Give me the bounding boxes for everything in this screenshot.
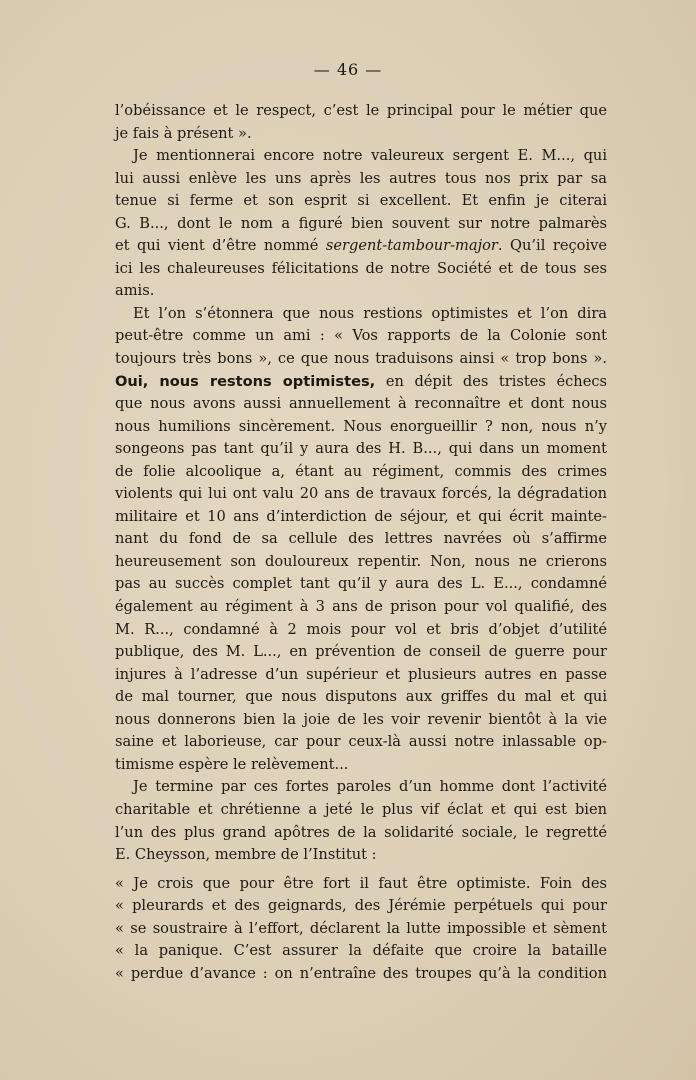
text-segment: amis.: [115, 282, 155, 300]
text-segment: tenue si ferme et son esprit si excellent. Et enfin je citerai: [115, 192, 607, 210]
text-line: [115, 258, 607, 281]
text-segment: songeons pas tant qu’il y aura des H. B..., qui dans un moment: [115, 440, 607, 458]
text-segment: « se soustraire à l’effort, déclarent la lutte impossible et sèment: [115, 919, 607, 937]
italic-text: sergent-tambour-major: [325, 237, 498, 255]
text-line: [115, 438, 607, 461]
text-segment: « la panique. C’est assurer la défaite que croire la bataille: [115, 942, 607, 960]
text-segment: que nous avons aussi annuellement à reconnaître et dont nous: [115, 395, 607, 413]
text-line: [115, 776, 607, 799]
text-line: [115, 506, 607, 529]
text-line: [115, 895, 607, 918]
text-segment: « Je crois que pour être fort il faut être optimiste. Foin des: [115, 874, 607, 892]
text-line: [115, 573, 607, 596]
text-segment: en dépit des tristes échecs: [375, 372, 608, 390]
text-segment: nous humilions sincèrement. Nous enorgueillir ? non, nous n’y: [115, 417, 607, 435]
text-segment: toujours très bons », ce que nous traduisons ainsi « trop bons ».: [115, 350, 607, 368]
text-segment: pas au succès complet tant qu’il y aura des L. E..., condamné: [115, 575, 607, 593]
text-segment: et qui vient d’être nommé: [115, 237, 326, 255]
text-segment: . Qu’il reçoive: [497, 237, 608, 255]
text-segment: l’obéissance et le respect, c’est le principal pour le métier que: [115, 102, 607, 119]
text-segment: charitable et chrétienne a jeté le plus vif éclat et qui est bien: [115, 800, 607, 818]
text-line: [115, 754, 607, 777]
text-line: [115, 686, 607, 709]
text-line: [115, 280, 607, 303]
text-segment: timisme espère le relèvement...: [115, 755, 349, 773]
text-line: [115, 963, 607, 986]
text-line: [115, 940, 607, 963]
text-segment: de mal tourner, que nous disputons aux griffes du mal et qui: [115, 688, 607, 706]
text-segment: « pleurards et des geignards, des Jérémie perpétuels qui pour: [115, 897, 607, 915]
text-segment: « perdue d’avance : on n’entraîne des troupes qu’à la condition: [115, 964, 607, 982]
text-line: [115, 799, 607, 822]
text-segment: injures à l’adresse d’un supérieur et plusieurs autres en passe: [115, 665, 607, 683]
text-segment: nous donnerons bien la joie de les voir revenir bientôt à la vie: [115, 710, 607, 728]
text-line: [115, 371, 607, 394]
text-line: [115, 596, 607, 619]
text-segment: violents qui lui ont valu 20 ans de travaux forcés, la dégradation: [115, 485, 607, 503]
text-segment: publique, des M. L..., en prévention de conseil de guerre pour: [115, 643, 607, 661]
text-line: [115, 844, 607, 867]
text-line: [115, 190, 607, 213]
text-segment: saine et laborieuse, car pour ceux-là aussi notre inlassable op-: [115, 733, 607, 751]
text-line: [115, 483, 607, 506]
text-line: [115, 416, 607, 439]
text-segment: également au régiment à 3 ans de prison pour vol qualifié, des: [115, 598, 607, 616]
text-segment: peut-être comme un ami : « Vos rapports de la Colonie sont: [115, 327, 607, 345]
text-line: [115, 528, 607, 551]
text-line: [115, 551, 607, 574]
text-line: [115, 873, 607, 896]
text-line: [115, 461, 607, 484]
text-line: [115, 123, 607, 146]
text-segment: nant du fond de sa cellule des lettres navrées où s’affirme: [115, 530, 607, 548]
text-line: [115, 918, 607, 941]
text-segment: lui aussi enlève les uns après les autres tous nos prix par sa: [115, 169, 607, 187]
page-number: — 46 —: [313, 60, 383, 79]
text-segment: Je termine par ces fortes paroles d’un homme dont l’activité: [133, 778, 607, 796]
text-segment: heureusement son douloureux repentir. Non, nous ne crierons: [115, 552, 607, 570]
text-line: [115, 145, 607, 168]
text-segment: G. B..., dont le nom a figuré bien souvent sur notre palmarès: [115, 214, 607, 232]
text-line: [115, 348, 607, 371]
text-segment: Je mentionnerai encore notre valeureux sergent E. M..., qui: [133, 147, 607, 165]
text-segment: je fais à présent ».: [115, 124, 252, 142]
text-segment: de folie alcoolique a, étant au régiment, commis des crimes: [115, 462, 607, 480]
text-line: [115, 168, 607, 191]
text-line: [115, 235, 607, 258]
text-line: [115, 100, 607, 123]
text-line: [115, 213, 607, 236]
text-line: [115, 619, 607, 642]
text-line: [115, 325, 607, 348]
text-line: [115, 664, 607, 687]
text-line: [115, 393, 607, 416]
text-line: [115, 731, 607, 754]
text-segment: l’un des plus grand apôtres de la solidarité sociale, le regretté: [115, 823, 607, 841]
body-text: [115, 100, 607, 985]
text-segment: Et l’on s’étonnera que nous restions optimistes et l’on dira: [133, 304, 607, 322]
text-line: [115, 709, 607, 732]
text-line: [115, 303, 607, 326]
text-segment: M. R..., condamné à 2 mois pour vol et bris d’objet d’utilité: [115, 620, 607, 638]
text-segment: ici les chaleureuses félicitations de notre Société et de tous ses: [115, 259, 607, 277]
text-segment: militaire et 10 ans d’interdiction de séjour, et qui écrit mainte-: [115, 507, 607, 525]
emphasis-text: Oui, nous restons optimistes,: [115, 372, 376, 390]
text-line: [115, 641, 607, 664]
text-segment: E. Cheysson, membre de l’Institut :: [115, 846, 377, 864]
text-line: [115, 822, 607, 845]
